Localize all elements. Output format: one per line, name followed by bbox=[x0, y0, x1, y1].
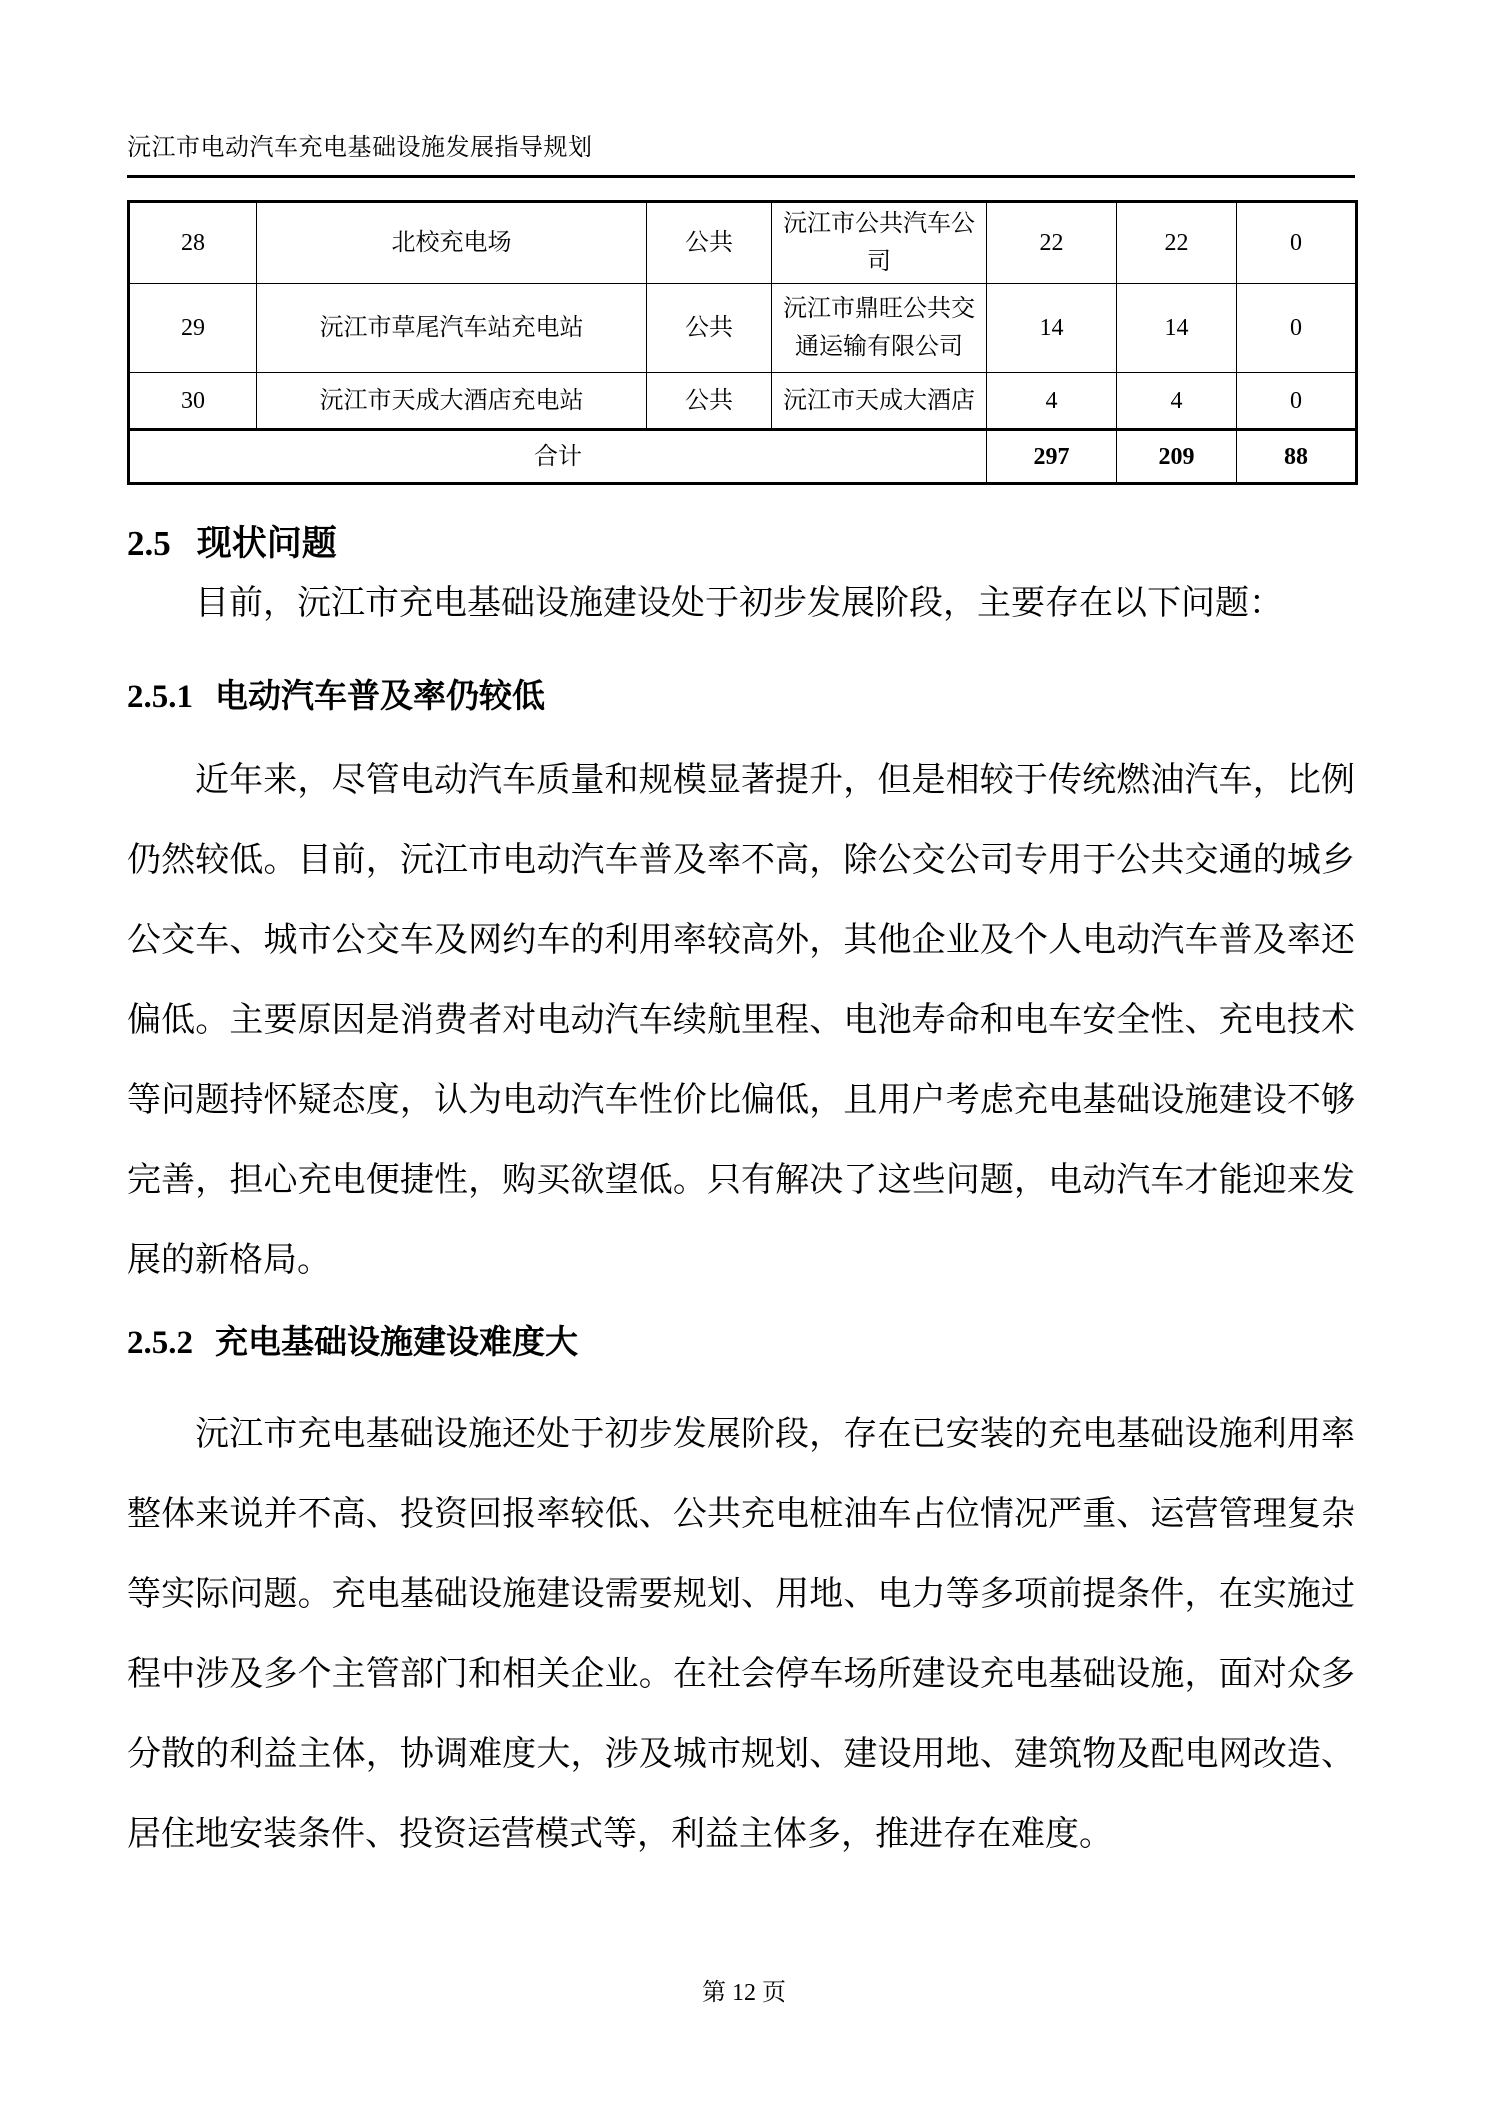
cell-summary-num2: 209 bbox=[1117, 430, 1237, 484]
page-number: 第 12 页 bbox=[702, 1980, 786, 2006]
section-2-5-2-body-paragraph: 沅江市充电基础设施还处于初步发展阶段，存在已安装的充电基础设施利用率整体来说并不高、投资回报率较低、公共充电桩油车占位情况严重、运营管理复杂等实际问题。充电基础设施建设需要规划、用地、电力等多项前提条件，在实施过程中涉及多个主管部门和相关企业。在社会停车场所建设充电基础设施，面对众多分散的利益主体，协调难度大，涉及城市规划、建设用地、建筑物及配电网改造、居住地安装条件、投资运营模式等，利益主体多，推进存在难度。 bbox=[127, 1416, 1355, 1853]
section-title: 充电基础设施建设难度大 bbox=[215, 1325, 578, 1361]
cell-num2: 22 bbox=[1117, 202, 1237, 284]
section-2-5-1-body-paragraph: 近年来，尽管电动汽车质量和规模显著提升，但是相较于传统燃油汽车，比例仍然较低。目前，沅江市电动汽车普及率不高，除公交公司专用于公共交通的城乡公交车、城市公交车及网约车的利用率较高外，其他企业及个人电动汽车普及率还偏低。主要原因是消费者对电动汽车续航里程、电池寿命和电车安全性、充电技术等问题持怀疑态度，认为电动汽车性价比偏低，且用户考虑充电基础设施建设不够完善，担心充电便捷性，购买欲望低。只有解决了这些问题，电动汽车才能迎来发展的新格局。 bbox=[127, 762, 1355, 1279]
cell-num3: 0 bbox=[1237, 202, 1357, 284]
cell-num2: 4 bbox=[1117, 373, 1237, 430]
cell-station-operator: 沅江市天成大酒店 bbox=[772, 373, 987, 430]
cell-num1: 4 bbox=[987, 373, 1117, 430]
cell-num1: 14 bbox=[987, 284, 1117, 373]
cell-num3: 0 bbox=[1237, 284, 1357, 373]
cell-station-type: 公共 bbox=[647, 202, 772, 284]
cell-station-name: 沅江市天成大酒店充电站 bbox=[257, 373, 647, 430]
cell-station-operator: 沅江市鼎旺公共交通运输有限公司 bbox=[772, 284, 987, 373]
cell-station-type: 公共 bbox=[647, 373, 772, 430]
table-row bbox=[129, 373, 1357, 430]
cell-station-name: 沅江市草尾汽车站充电站 bbox=[257, 284, 647, 373]
section-number: 2.5.1 bbox=[127, 679, 193, 715]
table-summary-row bbox=[129, 430, 1357, 484]
section-heading-2-5-1 bbox=[127, 675, 1355, 719]
section-heading-2-5-2 bbox=[127, 1321, 1355, 1365]
cell-station-no: 30 bbox=[129, 373, 257, 430]
section-title: 现状问题 bbox=[196, 524, 337, 563]
section-number: 2.5 bbox=[127, 524, 171, 563]
cell-summary-label: 合计 bbox=[129, 430, 987, 484]
cell-station-no: 29 bbox=[129, 284, 257, 373]
cell-summary-num3: 88 bbox=[1237, 430, 1357, 484]
cell-num2: 14 bbox=[1117, 284, 1237, 373]
cell-num1: 22 bbox=[987, 202, 1117, 284]
cell-station-type: 公共 bbox=[647, 284, 772, 373]
cell-station-name: 北校充电场 bbox=[257, 202, 647, 284]
cell-station-no: 28 bbox=[129, 202, 257, 284]
section-2-5-intro-paragraph: 目前，沅江市充电基础设施建设处于初步发展阶段，主要存在以下问题： bbox=[195, 585, 1283, 622]
cell-station-operator: 沅江市公共汽车公司 bbox=[772, 202, 987, 284]
cell-num3: 0 bbox=[1237, 373, 1357, 430]
cell-summary-num1: 297 bbox=[987, 430, 1117, 484]
section-heading-2-5 bbox=[127, 521, 1355, 567]
table-row bbox=[129, 202, 1357, 284]
table-row bbox=[129, 284, 1357, 373]
charging-stations-table bbox=[127, 200, 1358, 485]
section-number: 2.5.2 bbox=[127, 1325, 193, 1361]
running-header-title: 沅江市电动汽车充电基础设施发展指导规划 bbox=[127, 133, 1355, 178]
section-title: 电动汽车普及率仍较低 bbox=[215, 679, 545, 715]
